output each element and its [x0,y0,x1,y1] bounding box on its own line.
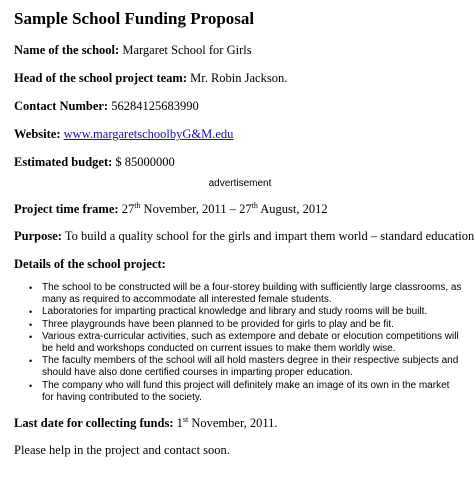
time-frame-start-day: 27 [118,202,135,216]
project-time-frame-line [14,202,466,217]
bullet-icon: • [29,319,33,330]
list-item: • The school to be constructed will be a four-storey building with sufficiently large classrooms, as many as required to accommodate all interested female students. [29,282,462,306]
time-frame-start-suffix: th [134,200,141,210]
purpose-line [14,229,474,244]
last-date-day: 1 [173,416,183,431]
website-label: Website: [14,127,61,141]
time-frame-start-rest: November, 2011 – 27 [140,202,252,216]
website-line [14,127,466,142]
last-date-line [14,416,466,431]
estimated-budget-line [14,155,466,170]
list-item: • Three playgrounds have been planned to be provided for girls to play and be fit. [29,318,394,330]
document-title: Sample School Funding Proposal [14,9,255,28]
time-frame-end-rest: August, 2012 [257,202,328,216]
list-item: • The company who will fund this project will definitely make an image of its own in the market for having contributed to the society. [29,379,450,403]
bullet-icon: • [29,307,33,318]
last-date-suffix: st [182,414,189,424]
head-of-team-line [14,71,466,86]
bullet-icon: • [29,283,33,293]
details-heading: Details of the school project: [14,257,166,271]
time-frame-end-suffix: th [251,200,258,210]
last-date-rest: November, 2011. [188,416,278,431]
advertisement-label: advertisement [208,178,272,189]
list-item: • The faculty members of the school will all hold masters degree in their respective subjects and should have also done certified courses in imparting proper education. [29,355,459,379]
contact-number-label: Contact Number: [14,99,109,113]
list-item: • Laboratories for imparting practical knowledge and library and study rooms will be built. [29,306,428,318]
school-name-line [14,43,466,58]
school-name-value: Margaret School for Girls [119,43,252,57]
website-link[interactable]: www.margaretschoolbyG&M.edu [63,127,234,141]
school-name-label: Name of the school: [14,43,120,57]
list-item: • Various extra-curricular activities, such as extempore and debate or elocution competitions will be held and workshops conducted on current issues to make them worldly wise. [29,330,459,355]
head-of-team-value: Mr. Robin Jackson. [187,71,288,85]
contact-number-value: 56284125683990 [108,99,199,113]
purpose-label: Purpose: [14,229,62,243]
contact-number-line [14,99,466,114]
estimated-budget-value: $ 85000000 [112,155,175,169]
last-date-label: Last date for collecting funds: [14,416,174,431]
purpose-value: To build a quality school for the girls and impart them world – standard education [61,229,474,243]
bullet-icon: • [29,380,33,391]
head-of-team-label: Head of the school project team: [14,71,187,85]
project-time-frame-label: Project time frame: [14,202,119,216]
estimated-budget-label: Estimated budget: [14,155,113,169]
details-list [14,282,466,404]
bullet-icon: • [29,356,33,367]
bullet-icon: • [29,331,33,342]
closing-line: Please help in the project and contact soon. [14,443,230,458]
